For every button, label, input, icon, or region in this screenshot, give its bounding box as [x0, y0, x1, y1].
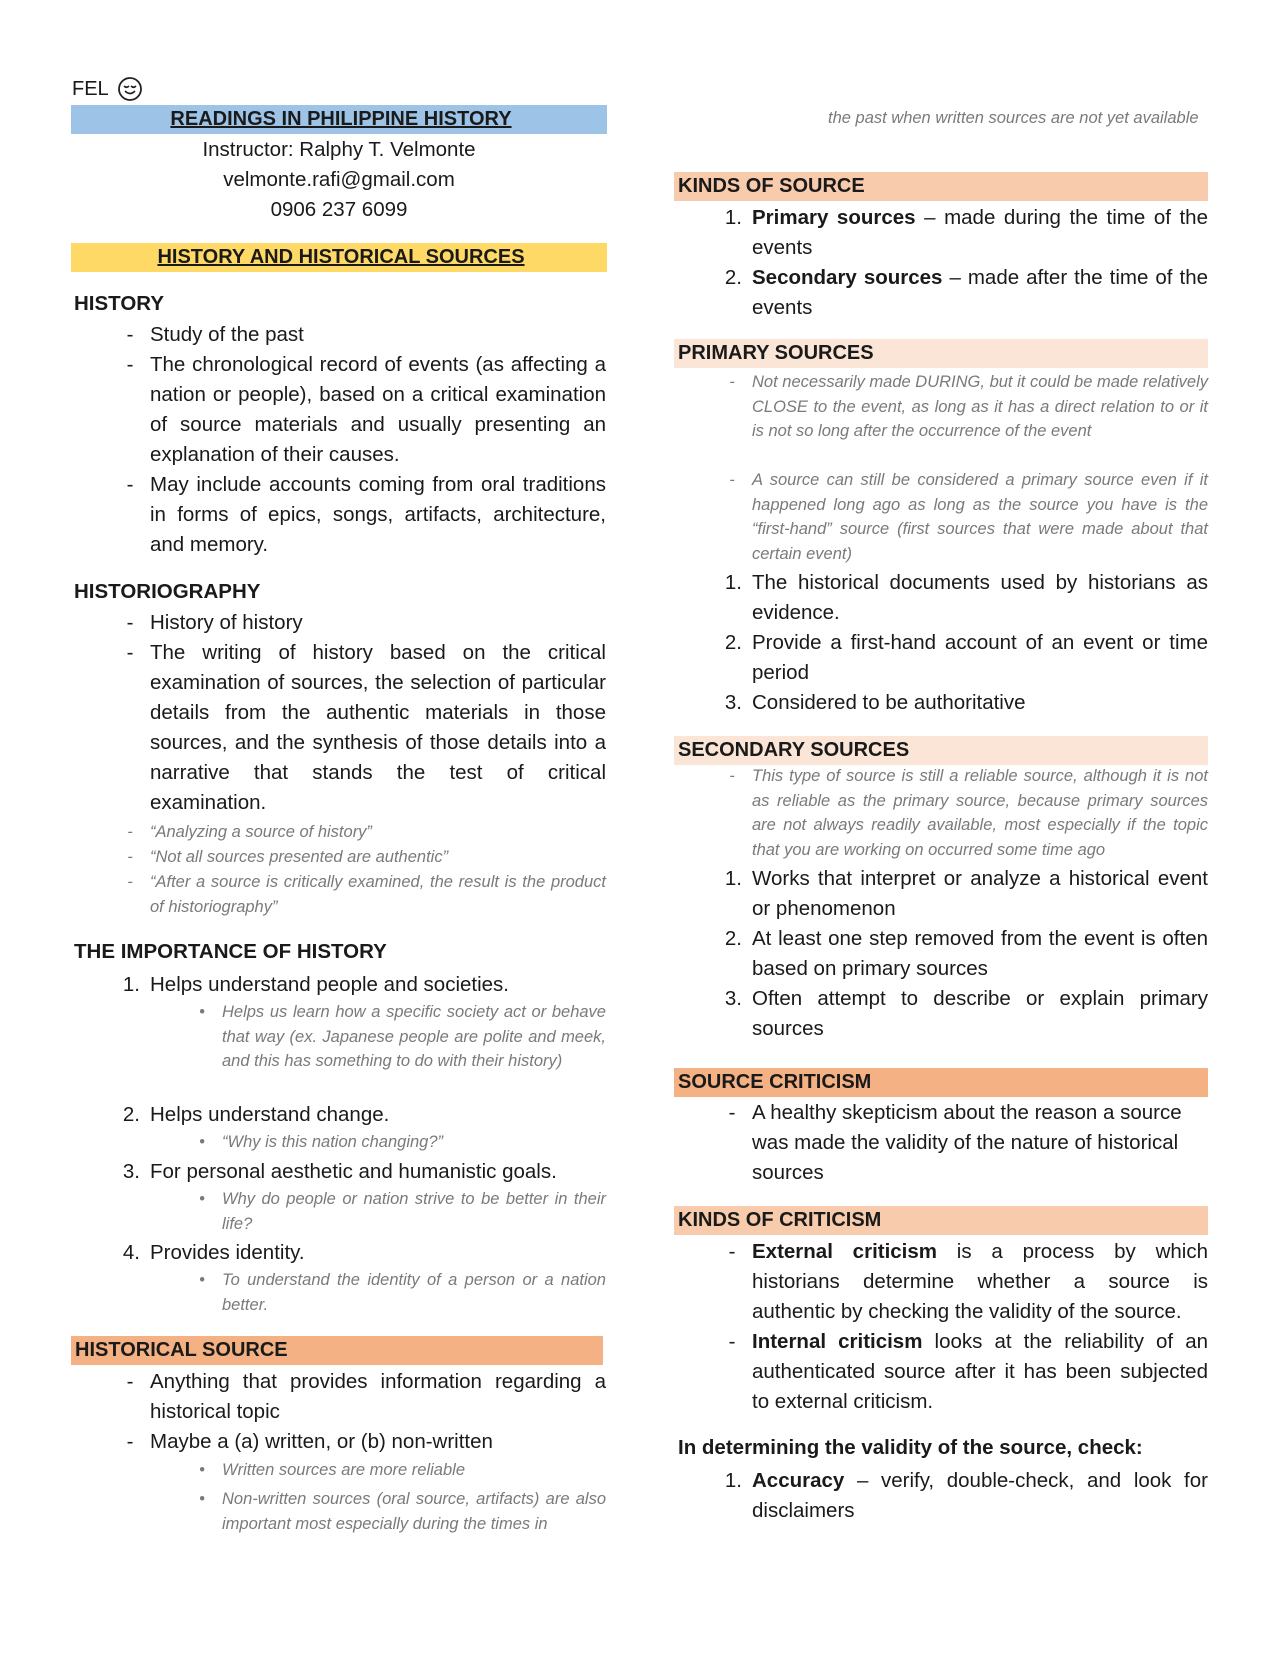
- dash-marker: -: [127, 823, 133, 841]
- list-item: 1. The historical documents used by historians as evidence.: [724, 571, 1208, 624]
- header-tag: [72, 74, 143, 104]
- course-title: READINGS IN PHILIPPINE HISTORY: [71, 105, 607, 134]
- note-item: - “After a source is critically examined, the result is the product of historiography”: [110, 870, 606, 919]
- list-item: 1. Accuracy – verify, double-check, and look for disclaimers: [724, 1469, 1208, 1522]
- relieved-face-icon: [117, 76, 143, 102]
- note-item: • Written sources are more reliable: [182, 1458, 606, 1483]
- dash-marker: -: [126, 641, 134, 664]
- list-item: 4. Provides identity.: [122, 1241, 305, 1264]
- list-item: 2. Secondary sources – made after the time of the events: [724, 266, 1208, 319]
- note-item: • To understand the identity of a person or a nation better.: [182, 1268, 606, 1317]
- dash-marker: -: [126, 1430, 134, 1453]
- list-item: - May include accounts coming from oral traditions in forms of epics, songs, artifacts, architecture, and memory.: [110, 470, 606, 560]
- dash-marker: -: [126, 1370, 134, 1393]
- historical-source-heading: HISTORICAL SOURCE: [71, 1336, 603, 1365]
- dash-marker: -: [127, 848, 133, 866]
- list-item: 3. For personal aesthetic and humanistic goals.: [122, 1160, 557, 1183]
- list-item: - Maybe a (a) written, or (b) non-written: [110, 1427, 606, 1457]
- dash-marker: -: [126, 353, 134, 376]
- importance-heading: THE IMPORTANCE OF HISTORY: [74, 940, 387, 963]
- dash-marker: -: [728, 1330, 736, 1353]
- dash-marker: -: [126, 473, 134, 496]
- list-item: - Study of the past: [110, 320, 606, 350]
- note-item: • “Why is this nation changing?”: [182, 1130, 606, 1155]
- note-item: • Non-written sources (oral source, artifacts) are also important most especially during the times in: [182, 1487, 606, 1536]
- dash-marker: -: [127, 873, 133, 891]
- list-item: 1. Helps understand people and societies.: [122, 973, 509, 996]
- note-item: - “Not all sources presented are authentic”: [110, 845, 606, 870]
- phone-line: 0906 237 6099: [270, 198, 408, 221]
- dash-marker: -: [729, 767, 735, 785]
- list-item: 2. Helps understand change.: [122, 1103, 390, 1126]
- kinds-of-criticism-heading: KINDS OF CRITICISM: [674, 1206, 1208, 1235]
- note-item: - This type of source is still a reliable source, although it is not as reliable as the primary source, because primary sources are not always readily available, most especially if the topic that you are working on occurred some time ago: [712, 764, 1208, 862]
- list-item: 3. Considered to be authoritative: [724, 691, 1026, 714]
- bullet-marker: •: [199, 1461, 205, 1479]
- secondary-sources-heading: SECONDARY SOURCES: [674, 736, 1208, 765]
- list-item: - Anything that provides information regarding a historical topic: [110, 1367, 606, 1427]
- list-item: - The writing of history based on the critical examination of sources, the selection of particular details from the authentic materials in those sources, and the synthesis of those details into a narrative that stands the test of critical examination.: [110, 638, 606, 818]
- primary-sources-heading: PRIMARY SOURCES: [674, 339, 1208, 368]
- bullet-marker: •: [199, 1133, 205, 1151]
- dash-marker: -: [729, 373, 735, 391]
- historiography-heading: HISTORIOGRAPHY: [74, 580, 261, 603]
- kinds-of-source-heading: KINDS OF SOURCE: [674, 172, 1208, 201]
- dash-marker: -: [126, 611, 134, 634]
- list-item: 2. Provide a first-hand account of an event or time period: [724, 631, 1208, 684]
- note-item: • Helps us learn how a specific society act or behave that way (ex. Japanese people are polite and meek, and this has something to do with their history): [182, 1000, 606, 1074]
- bullet-marker: •: [199, 1490, 205, 1508]
- note-item: - Not necessarily made DURING, but it could be made relatively CLOSE to the event, as long as it has a direct relation to or it is not so long after the occurrence of the event: [712, 370, 1208, 444]
- instructor-line: Instructor: Ralphy T. Velmonte: [202, 138, 476, 161]
- list-item: 1. Primary sources – made during the time of the events: [724, 206, 1208, 259]
- validity-heading: In determining the validity of the source, check:: [678, 1436, 1143, 1459]
- historical-source-continued: the past when written sources are not yet available: [828, 109, 1199, 127]
- list-item: - A healthy skepticism about the reason a source was made the validity of the nature of historical sources: [712, 1098, 1208, 1188]
- source-criticism-heading: SOURCE CRITICISM: [674, 1068, 1208, 1097]
- dash-marker: -: [728, 1101, 736, 1124]
- bullet-marker: •: [199, 1003, 205, 1021]
- topic-title: HISTORY AND HISTORICAL SOURCES: [71, 243, 607, 272]
- bullet-marker: •: [199, 1271, 205, 1289]
- dash-marker: -: [728, 1240, 736, 1263]
- bullet-marker: •: [199, 1190, 205, 1208]
- note-item: - “Analyzing a source of history”: [110, 820, 606, 845]
- header-tag-text: FEL: [72, 78, 109, 100]
- list-item: - History of history: [110, 608, 606, 638]
- list-item: - Internal criticism looks at the reliability of an authenticated source after it has been subjected to external criticism.: [712, 1327, 1208, 1417]
- note-item: - A source can still be considered a primary source even if it happened long ago as long as the source you have is the “first-hand” source (first sources that were made about that certain event): [712, 468, 1208, 566]
- dash-marker: -: [729, 471, 735, 489]
- list-item: 2. At least one step removed from the event is often based on primary sources: [724, 927, 1208, 980]
- history-heading: HISTORY: [74, 292, 164, 315]
- dash-marker: -: [126, 323, 134, 346]
- email-line: velmonte.rafi@gmail.com: [223, 168, 455, 191]
- list-item: 3. Often attempt to describe or explain primary sources: [724, 987, 1208, 1040]
- list-item: - The chronological record of events (as affecting a nation or people), based on a critical examination of source materials and usually presenting an explanation of their causes.: [110, 350, 606, 470]
- list-item: 1. Works that interpret or analyze a historical event or phenomenon: [724, 867, 1208, 920]
- note-item: • Why do people or nation strive to be better in their life?: [182, 1187, 606, 1236]
- list-item: - External criticism is a process by which historians determine whether a source is authentic by checking the validity of the source.: [712, 1237, 1208, 1327]
